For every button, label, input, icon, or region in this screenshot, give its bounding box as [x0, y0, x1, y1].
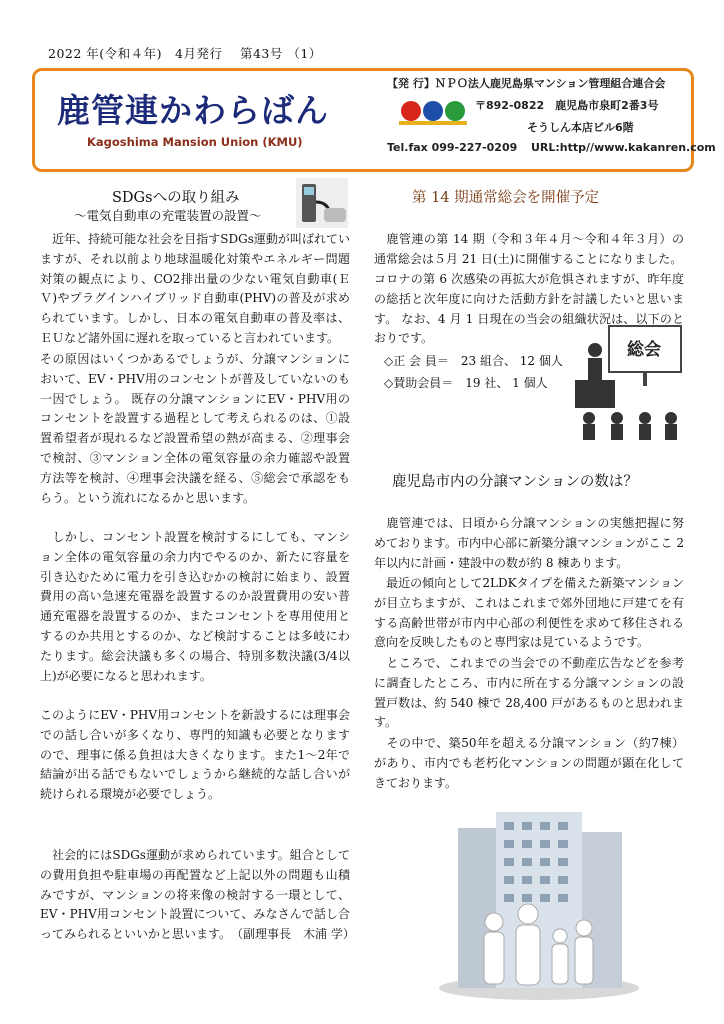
sdgs-subheading: ～電気自動車の充電装置の設置～	[74, 208, 262, 223]
publisher-tel: Tel.fax 099-227-0209	[387, 141, 518, 154]
meeting-board-text: 総会	[627, 340, 661, 360]
condo-paragraph-3: ところで、これまでの当会での不動産広告などを参考に調査したところ、市内に所在する分譲マンションの設置戸数は、約 540 棟で 28,400 戸があるものと思われます。	[374, 656, 684, 730]
kmu-logo-icon	[399, 97, 467, 127]
general-meeting-illustration	[575, 322, 685, 440]
condo-paragraph-1: 鹿管連では、日頃から分譲マンションの実態把握に努めております。市内中心部に新築分譲マンションがここ 2 年以内に計画・建設中の数が約 8 棟あります。	[374, 516, 684, 570]
ev-charger-illustration	[296, 178, 348, 228]
issue-line: 2022 年(令和４年) 4月発行 第43号 （1）	[48, 46, 322, 61]
sdgs-paragraph-4: このようにEV・PHV用コンセントを新設するには理事会での話し合いが多くなり、専門的知識も必要となりますので、理事に係る負担は大きくなります。また1～2年で結論が出る話でもないでしょうから継続的な話し合いが続けられる環境が必要でしょう。	[40, 708, 350, 802]
sdgs-paragraph-3: しかし、コンセント設置を検討するにしても、マンション全体の電気容量の余力内でやるのか、新たに容量を引き込むために電力を引き込むかの検討に始まり、設置費用の高い急速充電器を設置するのか設置費用の安い普通充電器を設置するのか、またコンセントを専用使用とするのか共用とするのか、など検討することは多岐にわたります。総会決議も多くの場合、特別多数決議(3/4以上)が必要になると思われます。	[40, 530, 350, 683]
assembly-heading: 第 14 期通常総会を開催予定	[412, 190, 600, 206]
publisher-name: 【発 行】ＮＰＯ法人鹿児島県マンション管理組合連合会	[387, 77, 666, 90]
publisher-url: URL:http//www.kakanren.com	[531, 141, 716, 154]
sdgs-heading: SDGsへの取り組み	[112, 190, 240, 206]
newsletter-subtitle: Kagoshima Mansion Union (KMU)	[87, 135, 303, 149]
newsletter-title: 鹿管連かわらばん	[57, 91, 329, 130]
masthead	[32, 68, 716, 172]
publisher-address: 〒892-0822 鹿児島市泉町2番3号	[475, 99, 659, 112]
member-count-support: ◇賛助会員＝ 19 社、 1 個人	[384, 376, 548, 390]
condo-family-illustration	[432, 810, 646, 1002]
condo-paragraph-2: 最近の傾向として2LDKタイプを備えた新築マンションが目立ちますが、これはこれまで郊外団地に戸建てを有する高齢世帯が市内中心部の利便性を求めて移住される意向を反映したものと専門家は見ているようです。	[374, 576, 684, 650]
publisher-building: そうしん本店ビル6階	[527, 121, 634, 134]
member-count-regular: ◇正 会 員＝ 23 組合、 12 個人	[384, 354, 563, 368]
assembly-paragraph-2: コロナの第 6 次感染の再拡大が危惧されますが、昨年度の総括と次年度に向けた活動方針を討議したいと思います。 なお、4 月 1 日現在の当会の組織状況は、以下のとおりです。	[374, 272, 684, 346]
sdgs-paragraph-1: 近年、持続可能な社会を目指すSDGs運動が叫ばれていますが、それ以前より地球温暖化対策やエネルギー問題対策の観点により、CO2排出量の少ない電気自動車(ＥＶ)やプラグインハイブリッド自動車(PHV)の普及が求められています。しかし、日本の電気自動車の普及率は、ＥＵなど諸外国に遅れを取っていると言われています。	[40, 232, 350, 345]
condo-count-heading: 鹿児島市内の分譲マンションの数は？	[392, 474, 638, 490]
sdgs-paragraph-2: その原因はいくつかあるでしょうが、分譲マンションにおいて、EV・PHV用のコンセントが普及していないのも一因でしょう。 既存の分譲マンションにEV・PHV用のコンセントを設置する過程として考えられるのは、①設置希望者が現れるなど設置希望の熱が高まる、②理事会で検討、③マンション全体の電気容量の余力確認や設置方法等を検討、④理事会決議を経る、⑤総会で承認をもらう。という流れになるかと思います。	[40, 352, 350, 505]
condo-paragraph-4: その中で、築50年を超える分譲マンション（約7棟）があり、市内でも老朽化マンションの問題が顕在化してきております。	[374, 736, 684, 790]
sdgs-paragraph-5: 社会的にはSDGs運動が求められています。組合としての費用負担や駐車場の再配置など上記以外の問題も山積みですが、マンションの将来像の検討する一環として、EV・PHV用コンセント設置について、みなさんで話し合ってみられるといいかと思います。 （副理事長 木浦 学）	[40, 848, 355, 942]
assembly-paragraph-1: 鹿管連の第 14 期（令和３年４月～令和４年３月）の通常総会は５月 21 日(土)に開催することになりました。	[374, 232, 684, 266]
